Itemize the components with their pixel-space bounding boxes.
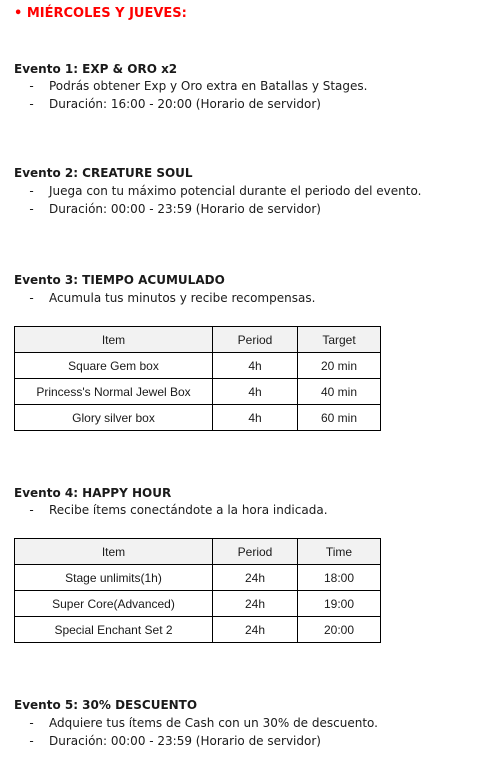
table-cell: Square Gem box xyxy=(15,353,213,379)
table-header-cell: Period xyxy=(213,327,298,353)
table-header-cell: Item xyxy=(15,539,213,565)
table-cell: 4h xyxy=(213,353,298,379)
table-row xyxy=(15,617,381,643)
event-4-table xyxy=(14,538,381,643)
table-cell: 18:00 xyxy=(298,565,381,591)
event-3-bullet-1: - Acumula tus minutos y recibe recompensas. xyxy=(14,291,315,305)
dash: - xyxy=(29,184,34,198)
event-1-bullet-2: - Duración: 16:00 - 20:00 (Horario de servidor) xyxy=(14,97,321,111)
event-2-title: Evento 2: CREATURE SOUL xyxy=(14,166,193,180)
table-header-row xyxy=(15,327,381,353)
event-3-table xyxy=(14,326,381,431)
dash: - xyxy=(29,97,34,111)
table-cell: 40 min xyxy=(298,379,381,405)
table-cell: Super Core(Advanced) xyxy=(15,591,213,617)
dash: - xyxy=(29,202,34,216)
dash: - xyxy=(29,79,34,93)
table-row xyxy=(15,353,381,379)
table-cell: 24h xyxy=(213,591,298,617)
table-cell: 20 min xyxy=(298,353,381,379)
table-cell: 24h xyxy=(213,617,298,643)
table-cell: 24h xyxy=(213,565,298,591)
table-row xyxy=(15,379,381,405)
event-2-bullet-1: - Juega con tu máximo potencial durante el periodo del evento. xyxy=(14,184,421,198)
event-4-bullet-1: - Recibe ítems conectándote a la hora indicada. xyxy=(14,503,328,517)
table-cell: 19:00 xyxy=(298,591,381,617)
table-header-cell: Period xyxy=(213,539,298,565)
event-5-bullet-2: - Duración: 00:00 - 23:59 (Horario de servidor) xyxy=(14,734,321,748)
table-row xyxy=(15,565,381,591)
table-header-cell: Time xyxy=(298,539,381,565)
table-cell: Princess's Normal Jewel Box xyxy=(15,379,213,405)
event-2-bullet-2: - Duración: 00:00 - 23:59 (Horario de servidor) xyxy=(14,202,321,216)
dash: - xyxy=(29,734,34,748)
event-4-title: Evento 4: HAPPY HOUR xyxy=(14,486,172,500)
table-row xyxy=(15,591,381,617)
event-3-title: Evento 3: TIEMPO ACUMULADO xyxy=(14,273,225,287)
dash: - xyxy=(29,503,34,517)
table-header-row xyxy=(15,539,381,565)
table-header-cell: Target xyxy=(298,327,381,353)
table-header-cell: Item xyxy=(15,327,213,353)
dash: - xyxy=(29,716,34,730)
table-cell: 20:00 xyxy=(298,617,381,643)
table-cell: 60 min xyxy=(298,405,381,431)
event-1-bullet-1: - Podrás obtener Exp y Oro extra en Batallas y Stages. xyxy=(14,79,367,93)
table-cell: 4h xyxy=(213,405,298,431)
section-header: • MIÉRCOLES Y JUEVES: xyxy=(14,6,187,21)
table-row xyxy=(15,405,381,431)
table-cell: 4h xyxy=(213,379,298,405)
event-1-title: Evento 1: EXP & ORO x2 xyxy=(14,62,178,76)
table-cell: Glory silver box xyxy=(15,405,213,431)
event-5-title: Evento 5: 30% DESCUENTO xyxy=(14,698,198,712)
event-5-bullet-1: - Adquiere tus ítems de Cash con un 30% de descuento. xyxy=(14,716,378,730)
table-cell: Special Enchant Set 2 xyxy=(15,617,213,643)
table-cell: Stage unlimits(1h) xyxy=(15,565,213,591)
dash: - xyxy=(29,291,34,305)
